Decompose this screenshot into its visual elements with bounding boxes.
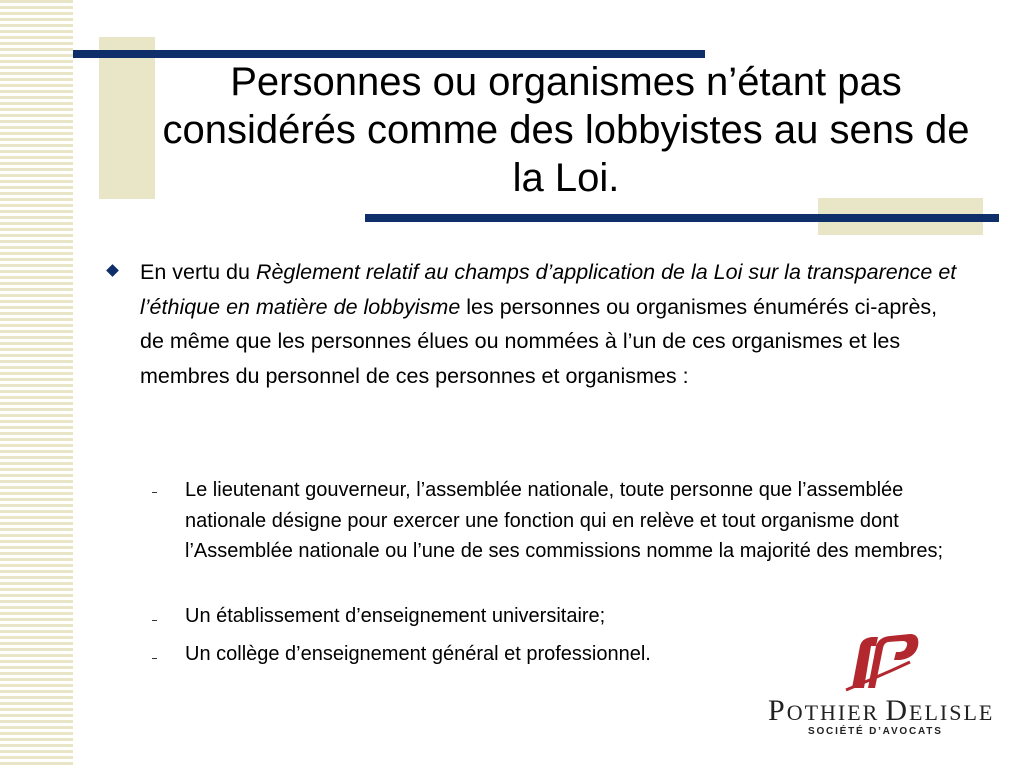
navy-rule-top	[73, 50, 705, 58]
firm-name: POTHIER DELISLE	[768, 694, 995, 727]
striped-side-panel	[0, 0, 73, 768]
bullet-prefix: En vertu du	[140, 260, 256, 284]
main-bullet-text	[140, 255, 960, 393]
pothier-delisle-logo	[760, 632, 1000, 742]
diamond-bullet-icon	[106, 264, 119, 277]
firm-tagline: SOCIÉTÉ D’AVOCATS	[808, 726, 943, 737]
logo-emblem-icon	[760, 632, 1000, 694]
sub-item: Un établissement d’enseignement universitaire;	[185, 605, 606, 627]
sub-item: Un collège d’enseignement général et professionnel.	[185, 643, 651, 665]
bullet-suffix: les personnes ou organismes énumérés ci-après, de même que les personnes élues ou nommées à l’un de ces organismes et les membres du personnel de ces personnes et organismes :	[140, 294, 938, 388]
slide-title: Personnes ou organismes n’étant pas considérés comme des lobbyistes au sens de la Loi.	[162, 60, 970, 200]
dash-bullet-icon	[152, 620, 157, 621]
navy-rule-bottom	[365, 214, 999, 222]
dash-bullet-icon	[152, 658, 157, 659]
khaki-block-left	[99, 37, 155, 199]
regulation-title: Règlement relatif au champs d’application de la Loi sur la transparence et l’éthique en matière de lobbyisme	[140, 260, 957, 319]
sub-item: Le lieutenant gouverneur, l’assemblée nationale, toute personne que l’assemblée nationale désigne pour exercer une fonction qui en relève et tout organisme dont l’Assemblée nationale ou l’une de ses commissions nomme la majorité des membres;	[185, 479, 944, 562]
dash-bullet-icon	[152, 492, 157, 493]
